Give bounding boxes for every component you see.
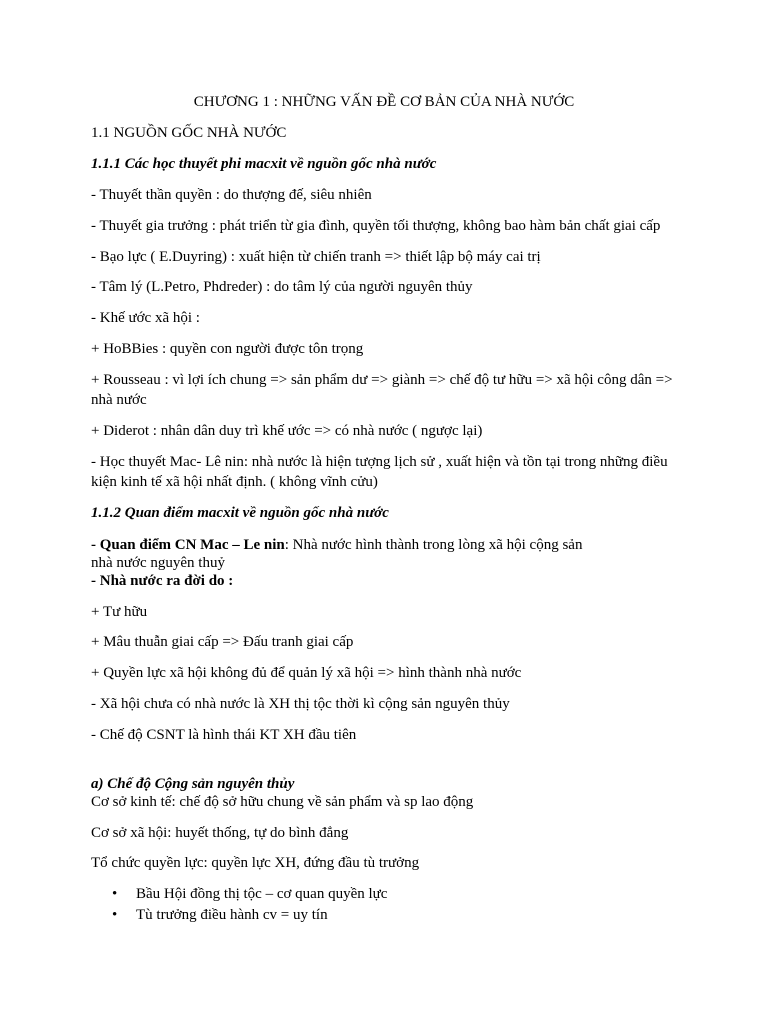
theory-rousseau-line-1: + Rousseau : vì lợi ích chung => sản phẩm dư => giành => chế độ tư hữu => xã hội công dân => xyxy=(91,372,673,388)
primitive-kinh-te: Cơ sở kinh tế: chế độ sở hữu chung về sản phẩm và sp lao động xyxy=(91,794,474,810)
bullet-item xyxy=(112,884,387,904)
marxist-origin-label: - Nhà nước ra đời do : xyxy=(91,573,234,589)
theory-mac-lenin-line-1: - Học thuyết Mac- Lê nin: nhà nước là hiện tượng lịch sử , xuất hiện và tồn tại trong những điều xyxy=(91,454,668,470)
bullet-text: Tù trưởng điều hành cv = uy tín xyxy=(136,907,328,923)
marxist-view-text-line-2: nhà nước nguyên thuỷ xyxy=(91,555,225,571)
marxist-view-text: : Nhà nước hình thành trong lòng xã hội cộng sản xyxy=(284,537,583,553)
subsection-heading-a: a) Chế độ Cộng sản nguyên thủy xyxy=(91,776,295,792)
marxist-view xyxy=(91,535,582,555)
primitive-xa-hoi: Cơ sở xã hội: huyết thống, tự do bình đẳng xyxy=(91,825,349,841)
section-heading-1-1: 1.1 NGUỒN GỐC NHÀ NƯỚC xyxy=(91,125,287,141)
origin-tu-huu: + Tư hữu xyxy=(91,604,148,620)
bullet-text: Bầu Hội đồng thị tộc – cơ quan quyền lực xyxy=(136,886,388,902)
origin-xa-hoi: - Xã hội chưa có nhà nước là XH thị tộc thời kì cộng sản nguyên thủy xyxy=(91,696,510,712)
theory-bao-luc: - Bạo lực ( E.Duyring) : xuất hiện từ chiến tranh => thiết lập bộ máy cai trị xyxy=(91,249,541,265)
subsection-heading-1-1-1: 1.1.1 Các học thuyết phi macxit về nguồn gốc nhà nước xyxy=(91,156,437,172)
primitive-to-chuc: Tổ chức quyền lực: quyền lực XH, đứng đầu tù trưởng xyxy=(91,855,420,871)
theory-rousseau-line-2: nhà nước xyxy=(91,392,147,408)
theory-than-quyen: - Thuyết thần quyền : do thượng đế, siêu nhiên xyxy=(91,187,372,203)
theory-hobbies: + HoBBies : quyền con người được tôn trọng xyxy=(91,341,364,357)
chapter-title: CHƯƠNG 1 : NHỮNG VẤN ĐỀ CƠ BẢN CỦA NHÀ NƯỚC xyxy=(193,94,575,110)
marxist-view-label: - Quan điểm CN Mac – Le nin xyxy=(91,537,285,553)
theory-khe-uoc: - Khế ước xã hội : xyxy=(91,310,200,326)
origin-quyen-luc: + Quyền lực xã hội không đủ để quản lý xã hội => hình thành nhà nước xyxy=(91,665,522,681)
subsection-heading-1-1-2: 1.1.2 Quan điểm macxit về nguồn gốc nhà nước xyxy=(91,505,389,521)
bullet-item xyxy=(112,905,328,925)
bullet-dot-icon: • xyxy=(112,886,118,902)
origin-che-do: - Chế độ CSNT là hình thái KT XH đầu tiên xyxy=(91,727,357,743)
theory-diderot: + Diderot : nhân dân duy trì khế ước => có nhà nước ( ngược lại) xyxy=(91,423,483,439)
theory-gia-truong: - Thuyết gia trưởng : phát triển từ gia đình, quyền tối thượng, không bao hàm bản chất giai cấp xyxy=(91,218,661,234)
origin-mau-thuan: + Mâu thuẫn giai cấp => Đấu tranh giai cấp xyxy=(91,634,354,650)
theory-tam-ly: - Tâm lý (L.Petro, Phdreder) : do tâm lý của người nguyên thủy xyxy=(91,279,473,295)
theory-mac-lenin-line-2: kiện kinh tế xã hội nhất định. ( không vĩnh cửu) xyxy=(91,474,378,490)
bullet-dot-icon: • xyxy=(112,907,118,923)
